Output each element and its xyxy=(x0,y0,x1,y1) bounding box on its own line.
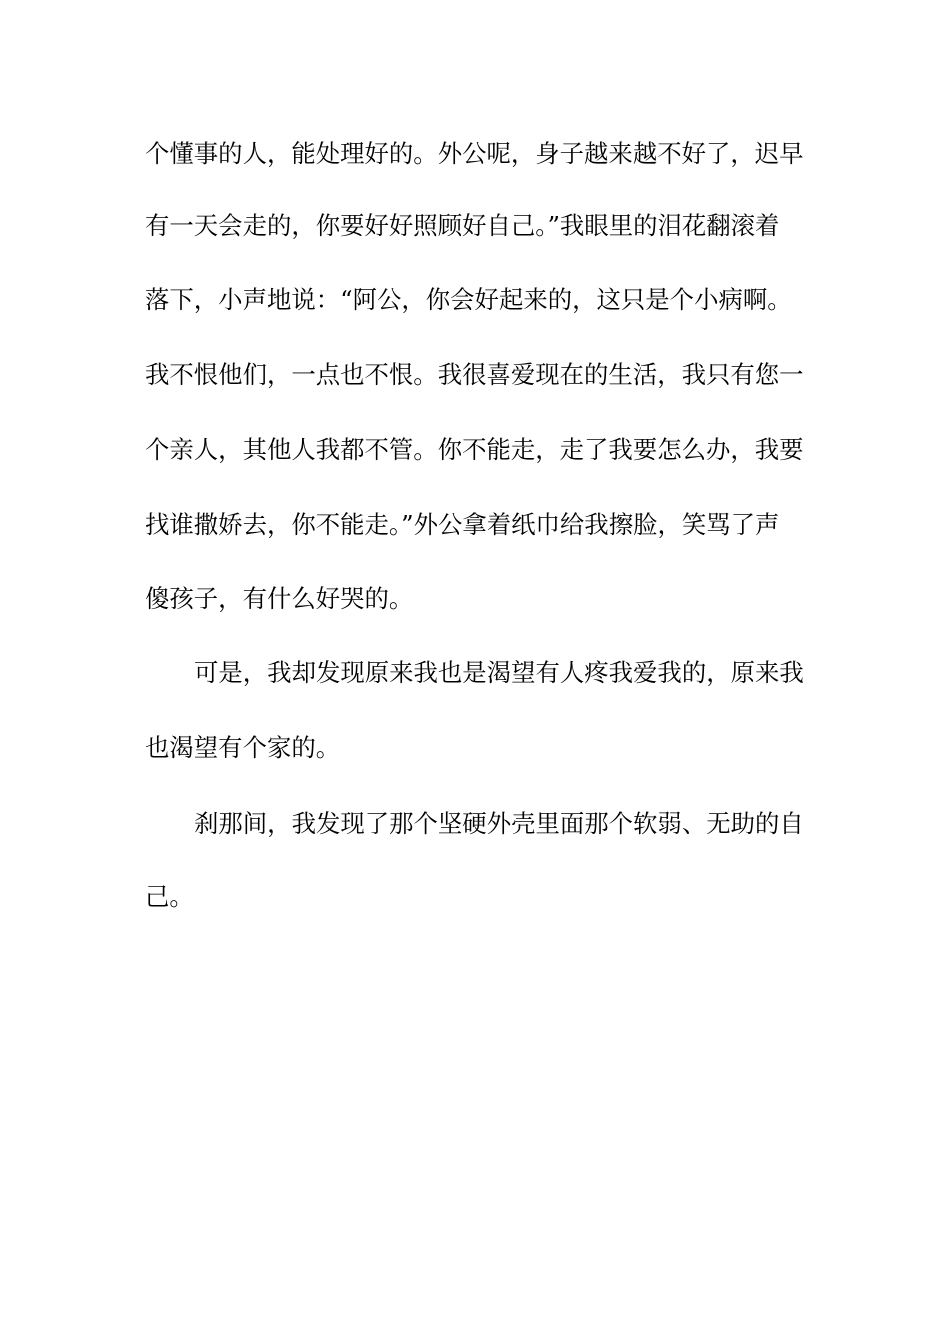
text-line: 我不恨他们，一点也不恨。我很喜爱现在的生活，我只有您一 xyxy=(145,360,804,389)
text-line: 个懂事的人，能处理好的。外公呢，身子越来越不好了，迟早 xyxy=(145,139,804,168)
text-line: 有一天会走的，你要好好照顾好自己。”我眼里的泪花翻滚着 xyxy=(145,211,780,240)
paragraph-first-line: 可是，我却发现原来我也是渴望有人疼我爱我的，原来我 xyxy=(194,658,804,687)
text-line: 己。 xyxy=(145,882,194,911)
text-line: 个亲人，其他人我都不管。你不能走，走了我要怎么办，我要 xyxy=(145,435,804,464)
paragraph-first-line: 刹那间，我发现了那个坚硬外壳里面那个软弱、无助的自 xyxy=(194,809,804,838)
text-line: 傻孩子，有什么好哭的。 xyxy=(145,584,414,613)
text-line: 找谁撒娇去，你不能走。”外公拿着纸巾给我擦脸，笑骂了声 xyxy=(145,510,780,539)
text-line: 落下，小声地说：“阿公，你会好起来的，这只是个小病啊。 xyxy=(145,285,792,314)
text-line: 也渴望有个家的。 xyxy=(145,733,341,762)
